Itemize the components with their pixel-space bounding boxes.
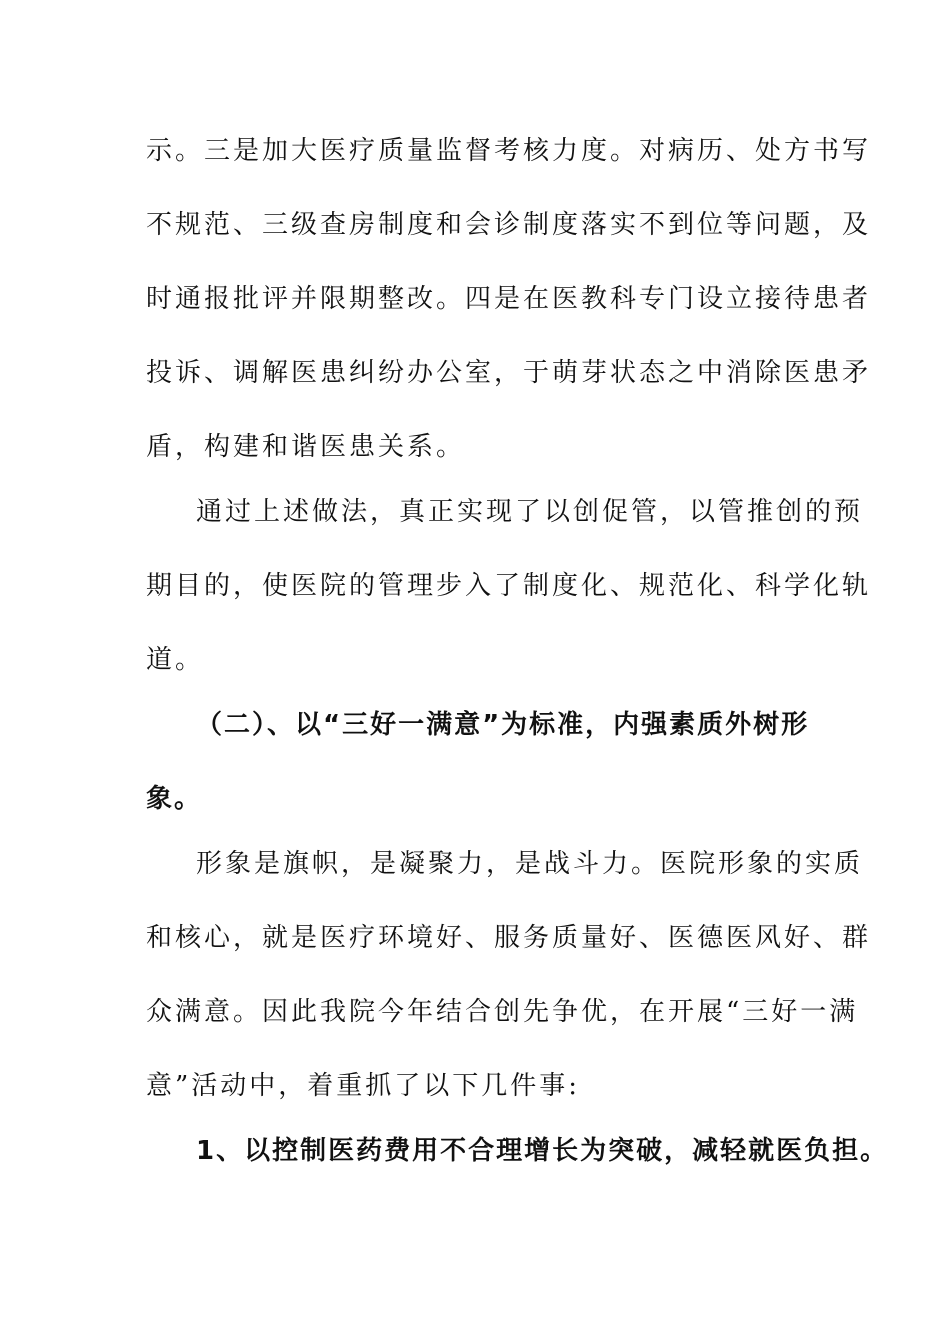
paragraph-line-4: 投诉、调解医患纠纷办公室，于萌芽状态之中消除医患矛 bbox=[146, 358, 872, 388]
section-heading-line-2: 象。 bbox=[146, 784, 203, 814]
paragraph-line-3: 时通报批评并限期整改。四是在医教科专门设立接待患者 bbox=[146, 284, 872, 314]
paragraph-line-5: 盾，构建和谐医患关系。 bbox=[146, 432, 466, 462]
paragraph-line-11: 众满意。因此我院今年结合创先争优，在开展“三好一满 bbox=[146, 997, 859, 1027]
paragraph-line-6: 通过上述做法，真正实现了以创促管，以管推创的预 bbox=[196, 497, 864, 527]
paragraph-line-9: 形象是旗帜，是凝聚力，是战斗力。医院形象的实质 bbox=[196, 849, 864, 879]
paragraph-line-2: 不规范、三级查房制度和会诊制度落实不到位等问题，及 bbox=[146, 210, 872, 240]
paragraph-line-8: 道。 bbox=[146, 645, 205, 675]
paragraph-line-12: 意”活动中，着重抓了以下几件事: bbox=[146, 1071, 581, 1101]
paragraph-line-1: 示。三是加大医疗质量监督考核力度。对病历、处方书写 bbox=[146, 136, 872, 166]
paragraph-line-10: 和核心，就是医疗环境好、服务质量好、医德医风好、群 bbox=[146, 923, 872, 953]
paragraph-line-7: 期目的，使医院的管理步入了制度化、规范化、科学化轨 bbox=[146, 571, 872, 601]
subsection-heading: 1、以控制医药费用不合理增长为突破，减轻就医负担。 bbox=[196, 1136, 889, 1166]
section-heading-line-1: （二）、以“三好一满意”为标准，内强素质外树形 bbox=[196, 710, 810, 740]
